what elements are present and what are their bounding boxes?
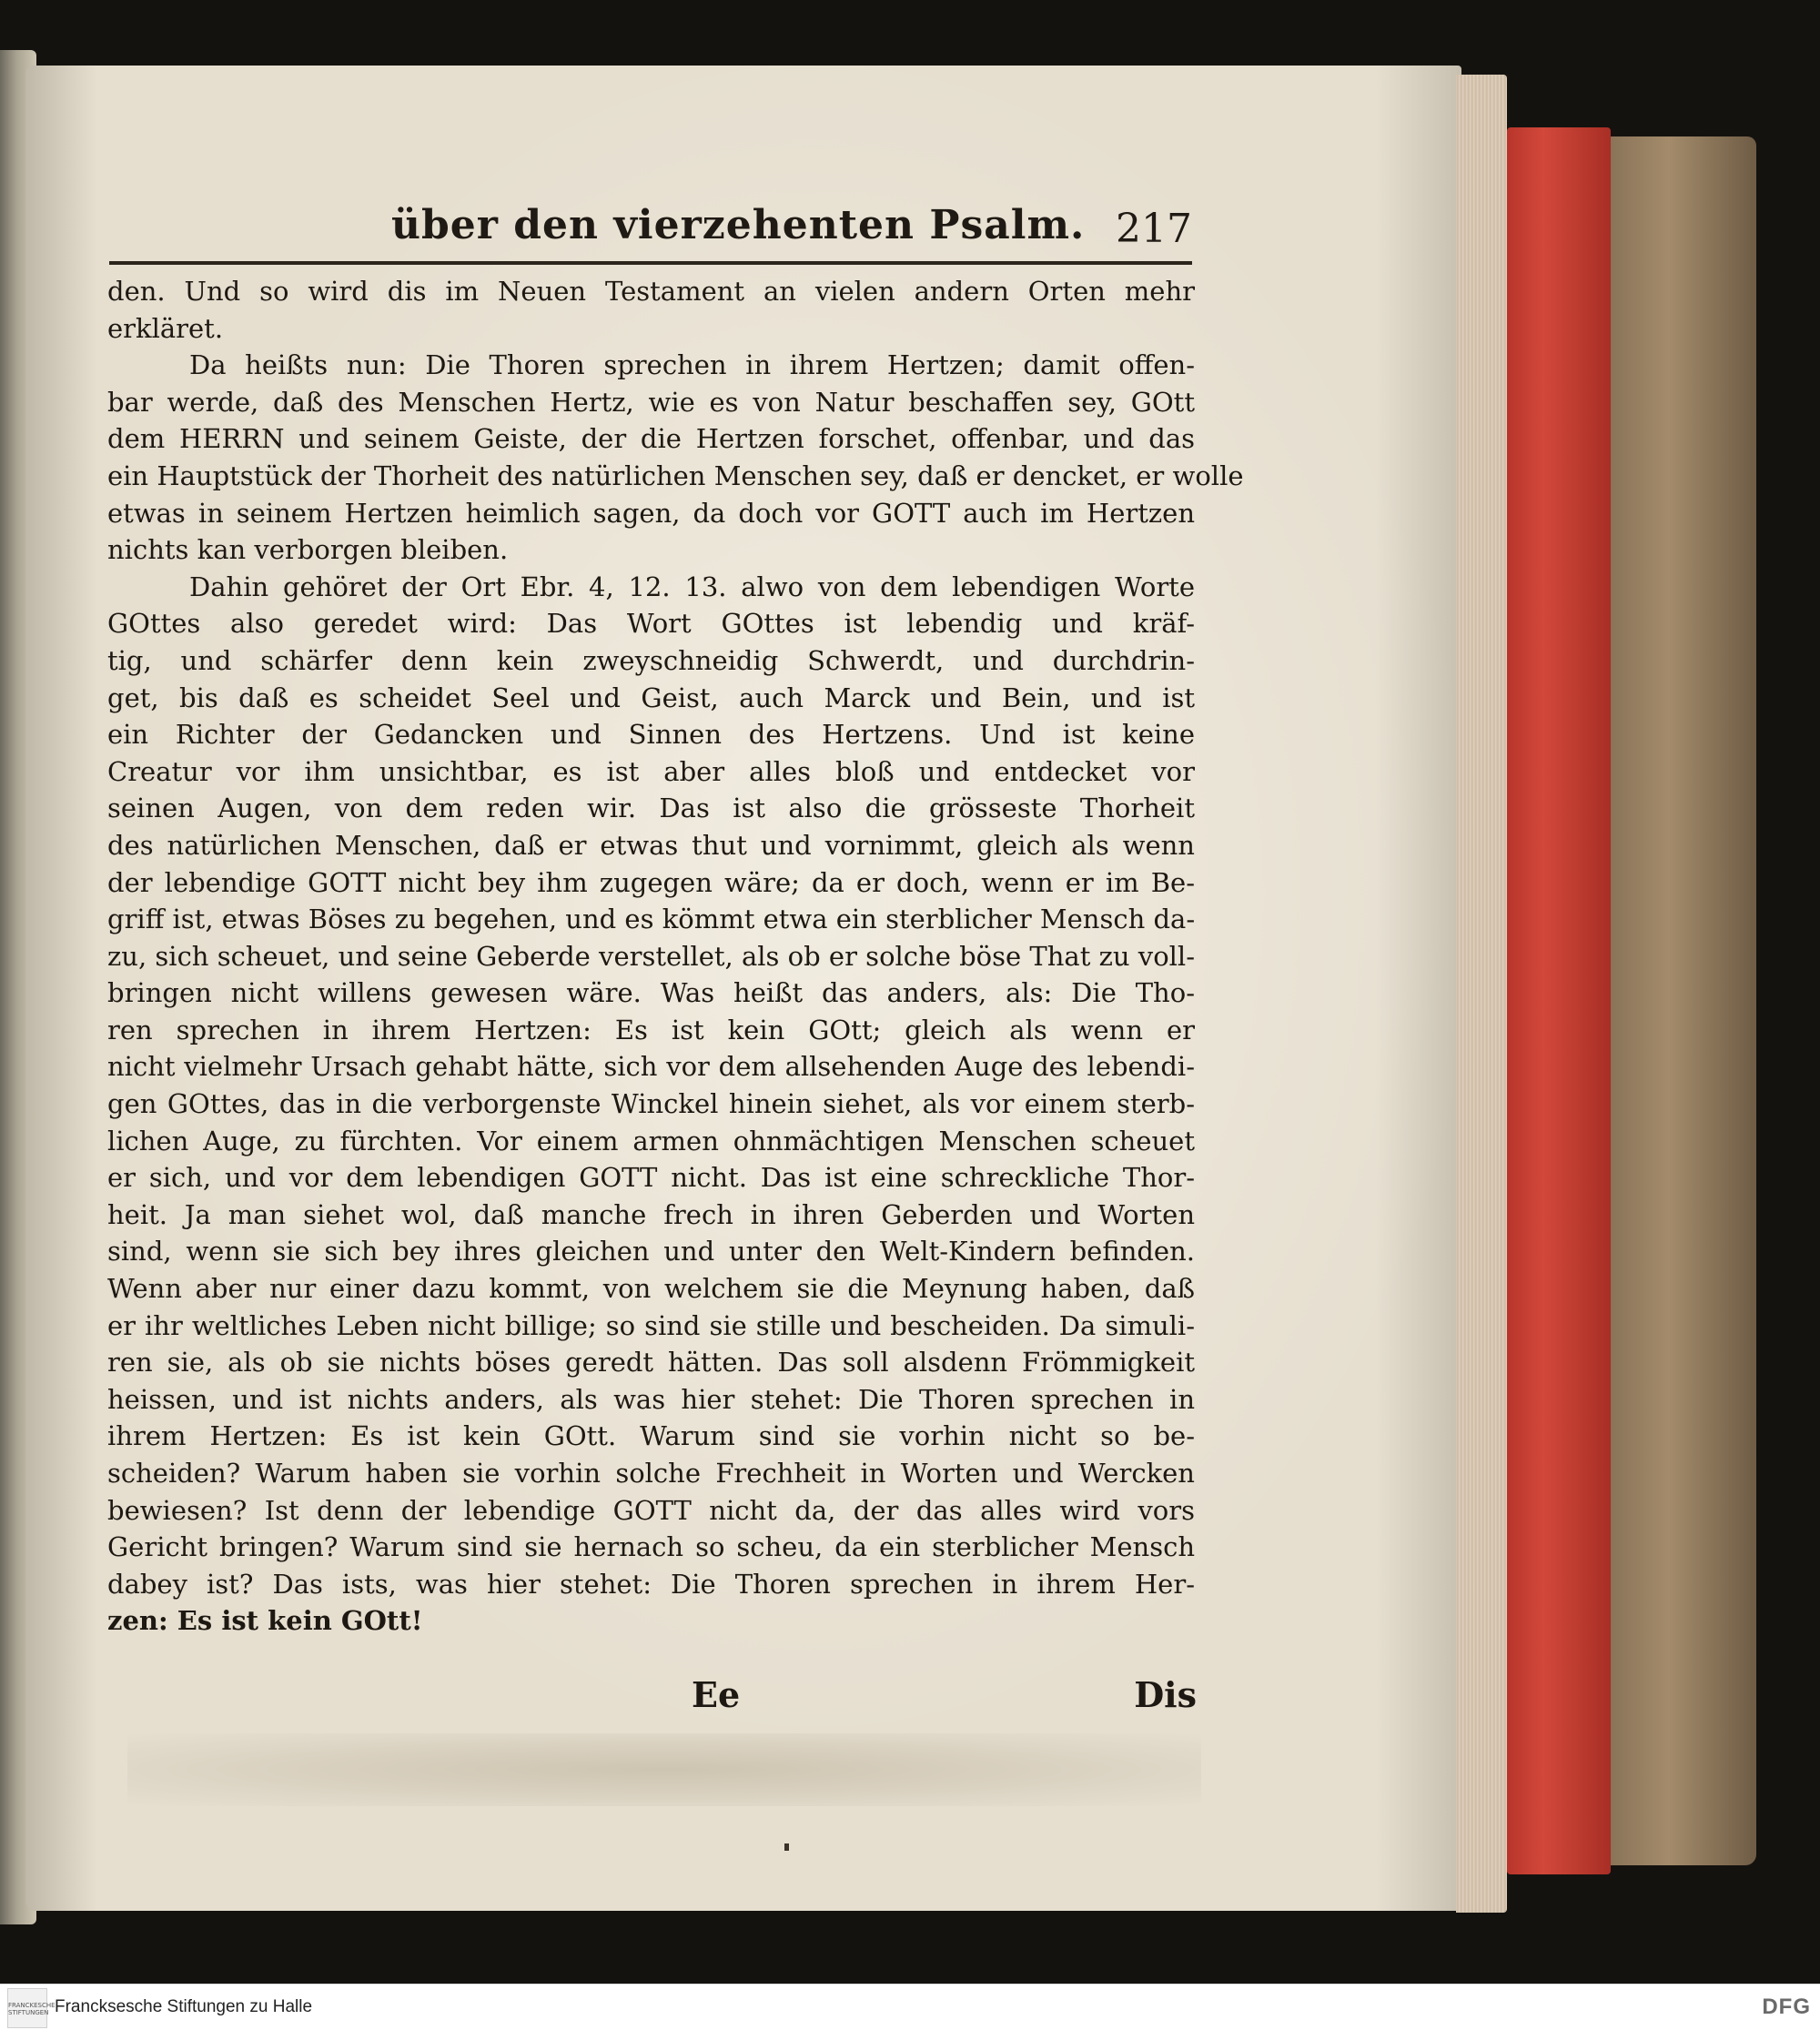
text-line: nichts kan verborgen bleiben. bbox=[107, 534, 509, 566]
logo-text: FRANCKESCHE STIFTUNGEN bbox=[8, 2002, 56, 2016]
text-line: ren sprechen in ihrem Hertzen: Es ist kein GOtt; gleich als wenn er bbox=[107, 1014, 1195, 1045]
page-body bbox=[107, 273, 1244, 1656]
text-line: etwas in seinem Hertzen heimlich sagen, da doch vor GOTT auch im Hertzen bbox=[107, 497, 1195, 529]
signature-mark: Ee bbox=[692, 1674, 741, 1715]
text-line: ren sie, als ob sie nichts böses geredt hätten. Das soll alsdenn Frömmigkeit bbox=[107, 1347, 1195, 1379]
text-line: nicht vielmehr Ursach gehabt hätte, sich vor dem allsehenden Auge des lebendi- bbox=[107, 1051, 1195, 1083]
dfg-logo: DFG bbox=[1762, 1995, 1811, 2019]
catchword: Dis bbox=[1134, 1674, 1197, 1715]
text-line: Creatur vor ihm unsichtbar, es ist aber alles bloß und entdecket vor bbox=[107, 755, 1195, 787]
text-line: bewiesen? Ist denn der lebendige GOTT nicht da, der das alles wird vors bbox=[107, 1494, 1195, 1526]
page-speck bbox=[784, 1843, 789, 1851]
text-line: seinen Augen, von dem reden wir. Das ist also die grösseste Thorheit bbox=[107, 793, 1195, 824]
text-line: den. Und so wird dis im Neuen Testament an vielen andern Orten mehr bbox=[107, 276, 1195, 307]
text-line: sind, wenn sie sich bey ihres gleichen und unter den Welt-Kindern befinden. bbox=[107, 1236, 1195, 1267]
red-page-edge bbox=[1507, 127, 1611, 1874]
text-line: der lebendige GOTT nicht bey ihm zugegen wäre; da er doch, wenn er im Be- bbox=[107, 866, 1195, 898]
text-line: gen GOttes, das in die verborgenste Winckel hinein siehet, als vor einem sterb- bbox=[107, 1088, 1195, 1120]
viewer-footer bbox=[0, 1984, 1820, 2030]
text-line: lichen Auge, zu fürchten. Vor einem armen ohnmächtigen Menschen scheuet bbox=[107, 1125, 1195, 1156]
cover-board bbox=[1611, 136, 1756, 1865]
text-line: dabey ist? Das ists, was hier stehet: Die Thoren sprechen in ihrem Her- bbox=[107, 1568, 1195, 1600]
text-line: dem HERRN und seinem Geiste, der die Hertzen forschet, offenbar, und das bbox=[107, 423, 1195, 455]
institution-logo bbox=[7, 1988, 56, 2028]
text-line: zu, sich scheuet, und seine Geberde verstellet, als ob er solche böse That zu voll- bbox=[107, 940, 1195, 972]
show-through bbox=[127, 1733, 1201, 1806]
text-line: heissen, und ist nichts anders, als was hier stehet: Die Thoren sprechen in bbox=[107, 1383, 1195, 1415]
text-line: tig, und schärfer denn kein zweyschneidig Schwerdt, und durchdrin- bbox=[107, 644, 1195, 676]
text-line: des natürlichen Menschen, daß er etwas thut und vornimmt, gleich als wenn bbox=[107, 829, 1195, 861]
text-line: bar werde, daß des Menschen Hertz, wie es von Natur beschaffen sey, GOtt bbox=[107, 386, 1195, 418]
text-line: ein Hauptstück der Thorheit des natürlichen Menschen sey, daß er dencket, er wolle bbox=[107, 460, 1244, 491]
text-line: Gericht bringen? Warum sind sie hernach so scheu, da ein sterblicher Mensch bbox=[107, 1531, 1195, 1563]
page-number: 217 bbox=[1116, 206, 1192, 252]
institution-name: Francksesche Stiftungen zu Halle bbox=[55, 1997, 313, 2016]
text-line: ein Richter der Gedancken und Sinnen des Hertzens. Und ist keine bbox=[107, 719, 1195, 751]
text-line: zen: Es ist kein GOtt! bbox=[107, 1605, 423, 1637]
text-line: heit. Ja man siehet wol, daß manche frech in ihren Geberden und Worten bbox=[107, 1198, 1195, 1230]
text-line: ihrem Hertzen: Es ist kein GOtt. Warum sind sie vorhin nicht so be- bbox=[107, 1420, 1195, 1452]
page-stack-edge bbox=[1456, 75, 1507, 1913]
text-line: er sich, und vor dem lebendigen GOTT nicht. Das ist eine schreckliche Thor- bbox=[107, 1162, 1195, 1194]
text-line: Wenn aber nur einer dazu kommt, von welchem sie die Meynung haben, daß bbox=[107, 1273, 1195, 1305]
text-line: get, bis daß es scheidet Seel und Geist, auch Marck und Bein, und ist bbox=[107, 682, 1195, 713]
text-line: erkläret. bbox=[107, 312, 224, 344]
text-line: GOttes also geredet wird: Das Wort GOttes ist lebendig und kräf- bbox=[107, 608, 1195, 640]
text-line: Dahin gehöret der Ort Ebr. 4, 12. 13. alwo von dem lebendigen Worte bbox=[189, 571, 1195, 602]
text-line: er ihr weltliches Leben nicht billige; so sind sie stille und bescheiden. Da simuli- bbox=[107, 1309, 1195, 1341]
text-line: bringen nicht willens gewesen wäre. Was heißt das anders, als: Die Tho- bbox=[107, 977, 1195, 1009]
header-rule bbox=[109, 261, 1192, 265]
text-line: griff ist, etwas Böses zu begehen, und es kömmt etwa ein sterblicher Mensch da- bbox=[107, 904, 1196, 935]
running-head: über den vierzehenten Psalm. bbox=[391, 202, 1086, 248]
text-line: Da heißts nun: Die Thoren sprechen in ihrem Hertzen; damit offen- bbox=[189, 349, 1195, 381]
text-line: scheiden? Warum haben sie vorhin solche Frechheit in Worten und Wercken bbox=[107, 1458, 1195, 1489]
